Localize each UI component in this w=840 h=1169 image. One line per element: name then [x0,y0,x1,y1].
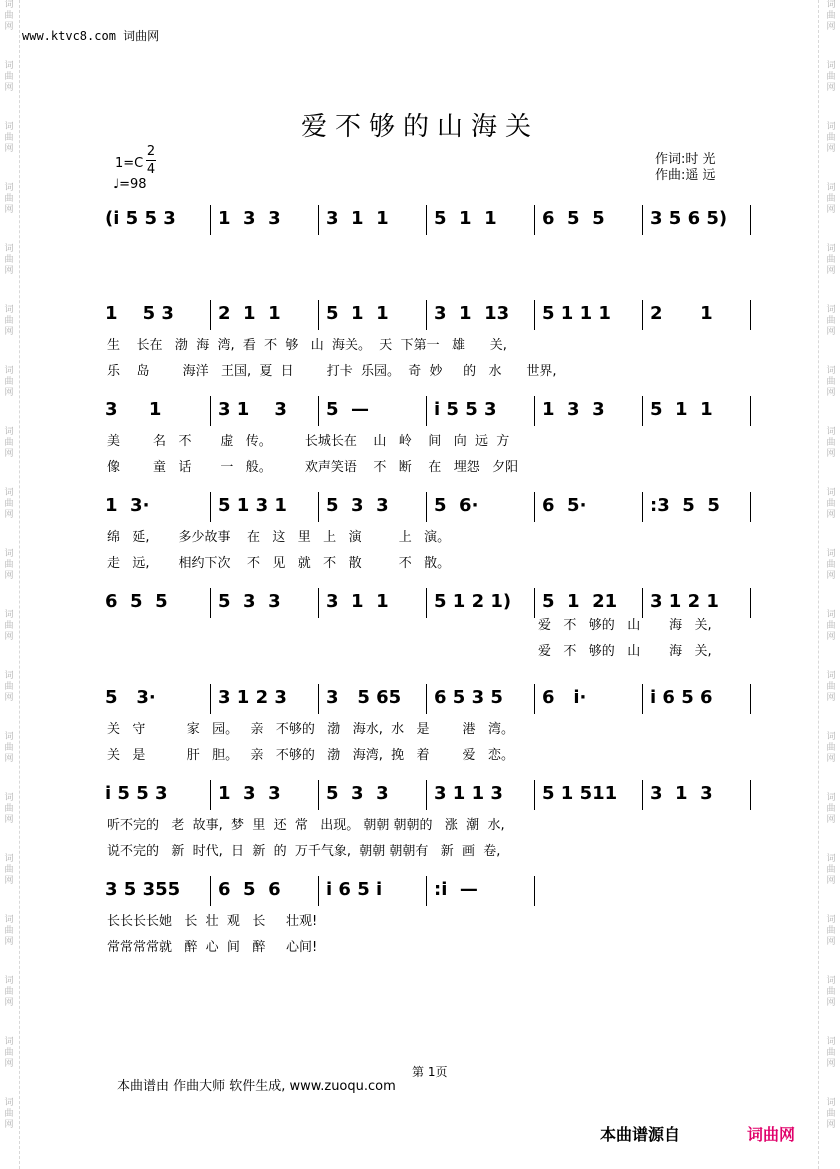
barline [642,300,643,330]
lyric-text: 像 童 话 一 般。 欢声笑语 不 断 在 埋怨 夕阳 [107,460,519,475]
barline [534,684,535,714]
barline [750,588,751,618]
source-site-link[interactable]: 词曲网 [747,1125,796,1144]
page-number: 第 1页 [412,1065,448,1079]
barline [642,396,643,426]
barline [750,300,751,330]
barline [534,588,535,618]
measure-notes: :i — [434,879,478,900]
barline [750,684,751,714]
lyric-row [0,748,840,764]
tempo-marking [113,177,147,192]
barline [426,684,427,714]
measure-notes: 6 i· [542,687,587,708]
barline [534,780,535,810]
barline [318,588,319,618]
barline [426,205,427,235]
barline [426,300,427,330]
measure-notes: 5 1 21 [542,591,618,612]
time-denominator: 4 [146,162,156,177]
measure-notes: 3 5 65 [326,687,402,708]
measure-notes: 6 5 5 [542,208,605,229]
measure-notes: 3 5 355 [105,879,181,900]
barline [318,205,319,235]
measure-notes: 1 3· [105,495,150,516]
lyric-row [0,818,840,834]
measure-notes: 5 1 1 1 [542,303,611,324]
barline [318,396,319,426]
measure-notes: 3 1 1 3 [434,783,503,804]
measure-notes: i 6 5 i [326,879,383,900]
barline [210,300,211,330]
measure-notes: 3 1 1 [326,591,389,612]
measure-notes: (i 5 5 3 [105,208,176,229]
barline [642,492,643,522]
measure-notes: 3 1 3 [218,399,287,420]
measure-notes: 5 3 3 [326,783,389,804]
lyric-text: 爱 不 够的 山 海 关, [538,618,712,633]
lyric-text: 爱 不 够的 山 海 关, [538,644,712,659]
lyric-text: 走 远, 相约下次 不 见 就 不 散 不 散。 [107,556,451,571]
measure-notes: i 5 5 3 [434,399,497,420]
measure-notes: i 6 5 6 [650,687,713,708]
score-line [0,876,840,908]
measure-notes: 6 5 3 5 [434,687,503,708]
lyric-text: 乐 岛 海洋 王国, 夏 日 打卡 乐园。 奇 妙 的 水 世界, [107,364,557,379]
measure-notes: 1 5 3 [105,303,174,324]
measure-notes: :3 5 5 [650,495,720,516]
lyric-row [0,844,840,860]
measure-notes: 5 3 3 [218,591,281,612]
measure-notes: 3 1 3 [650,783,713,804]
measure-notes: 3 1 2 3 [218,687,287,708]
lyric-row [0,644,840,660]
score-line [0,300,840,332]
barline [426,492,427,522]
barline [426,876,427,906]
barline [534,396,535,426]
lyric-row [0,556,840,572]
measure-notes: 5 3· [105,687,156,708]
lyric-row [0,914,840,930]
barline [210,588,211,618]
measure-notes: 1 3 3 [218,208,281,229]
measure-notes: 5 1 1 [650,399,713,420]
barline [750,492,751,522]
barline [750,780,751,810]
barline [210,396,211,426]
measure-notes: 6 5· [542,495,587,516]
time-numerator: 2 [146,144,156,159]
key-signature: 1=C [115,156,144,171]
score-line [0,396,840,428]
measure-notes: 6 5 6 [218,879,281,900]
measure-notes: 5 1 2 1) [434,591,512,612]
score-line [0,492,840,524]
watermark-right: 词 曲 网 词 曲 网 词 曲 网 词 曲 网 词 曲 网 词 曲 网 词 曲 网 词 曲 网 词 曲 网 词 曲 网 词 曲 网 词 曲 网 词 曲 网 词 曲 网 词 曲 网 词 曲 网 词 曲 网 词 曲 网 词 曲 网 [826,0,836,1130]
barline [210,876,211,906]
measure-notes: 2 1 1 [218,303,281,324]
tempo-value: =98 [119,177,147,192]
measure-notes: 5 6· [434,495,479,516]
barline [750,396,751,426]
measure-notes: 3 1 13 [434,303,510,324]
measure-notes: 5 — [326,399,370,420]
barline [534,300,535,330]
time-signature [146,143,156,178]
barline [318,492,319,522]
lyric-row [0,338,840,354]
barline [210,780,211,810]
barline [426,396,427,426]
lyric-text: 绵 延, 多少故事 在 这 里 上 演 上 演。 [107,530,451,545]
barline [210,492,211,522]
composer: 作曲:遥 远 [655,168,716,183]
source-label: 本曲谱源自 [600,1125,681,1144]
measure-notes: 3 1 2 1 [650,591,719,612]
lyric-row [0,530,840,546]
measure-notes: 2 1 [650,303,713,324]
measure-notes: 3 1 1 [326,208,389,229]
barline [318,876,319,906]
lyric-row [0,460,840,476]
left-border-line [19,0,20,1169]
watermark-left: 词 曲 网 词 曲 网 词 曲 网 词 曲 网 词 曲 网 词 曲 网 词 曲 网 词 曲 网 词 曲 网 词 曲 网 词 曲 网 词 曲 网 词 曲 网 词 曲 网 词 曲 网 词 曲 网 词 曲 网 词 曲 网 词 曲 网 [4,0,14,1130]
measure-notes: i 5 5 3 [105,783,168,804]
lyric-text: 关 守 家 园。 亲 不够的 渤 海水, 水 是 港 湾。 [107,722,514,737]
lyric-text: 常常常常就 醉 心 间 醉 心间! [107,940,318,955]
score-line [0,780,840,812]
lyric-text: 生 长在 渤 海 湾, 看 不 够 山 海关。 天 下第一 雄 关, [107,338,507,353]
measure-notes: 3 5 6 5) [650,208,728,229]
lyric-row [0,364,840,380]
measure-notes: 3 1 [105,399,162,420]
lyric-row [0,722,840,738]
barline [534,876,535,906]
lyric-text: 美 名 不 虚 传。 长城长在 山 岭 间 向 远 方 [107,434,510,449]
barline [642,780,643,810]
lyric-row [0,940,840,956]
site-header[interactable]: www.ktvc8.com 词曲网 [22,29,160,43]
lyric-row [0,618,840,634]
song-title: 爱不够的山海关 [300,112,539,142]
lyric-text: 关 是 肝 胆。 亲 不够的 渤 海湾, 挽 着 爱 恋。 [107,748,514,763]
credits [655,152,716,184]
lyric-text: 听不完的 老 故事, 梦 里 还 常 出现。 朝朝 朝朝的 涨 潮 水, [107,818,505,833]
barline [318,684,319,714]
score-line [0,205,840,237]
barline [750,205,751,235]
generator-note: 本曲谱由 作曲大师 软件生成, www.zuoqu.com [117,1079,396,1094]
lyric-row [0,434,840,450]
score-line [0,684,840,716]
measure-notes: 1 3 3 [542,399,605,420]
barline [642,588,643,618]
barline [642,205,643,235]
score-line [0,588,840,620]
barline [210,205,211,235]
barline [318,780,319,810]
lyric-text: 长长长长她 长 壮 观 长 壮观! [107,914,318,929]
barline [642,684,643,714]
barline [210,684,211,714]
lyricist: 作词:时 光 [655,152,716,167]
measure-notes: 6 5 5 [105,591,168,612]
measure-notes: 5 1 3 1 [218,495,287,516]
measure-notes: 5 3 3 [326,495,389,516]
lyric-text: 说不完的 新 时代, 日 新 的 万千气象, 朝朝 朝朝有 新 画 卷, [107,844,501,859]
measure-notes: 1 3 3 [218,783,281,804]
right-border-line [818,0,819,1169]
quarter-note-icon: ♩ [113,177,120,192]
measure-notes: 5 1 1 [326,303,389,324]
barline [534,492,535,522]
measure-notes: 5 1 1 [434,208,497,229]
barline [318,300,319,330]
barline [426,780,427,810]
barline [534,205,535,235]
barline [426,588,427,618]
measure-notes: 5 1 511 [542,783,618,804]
